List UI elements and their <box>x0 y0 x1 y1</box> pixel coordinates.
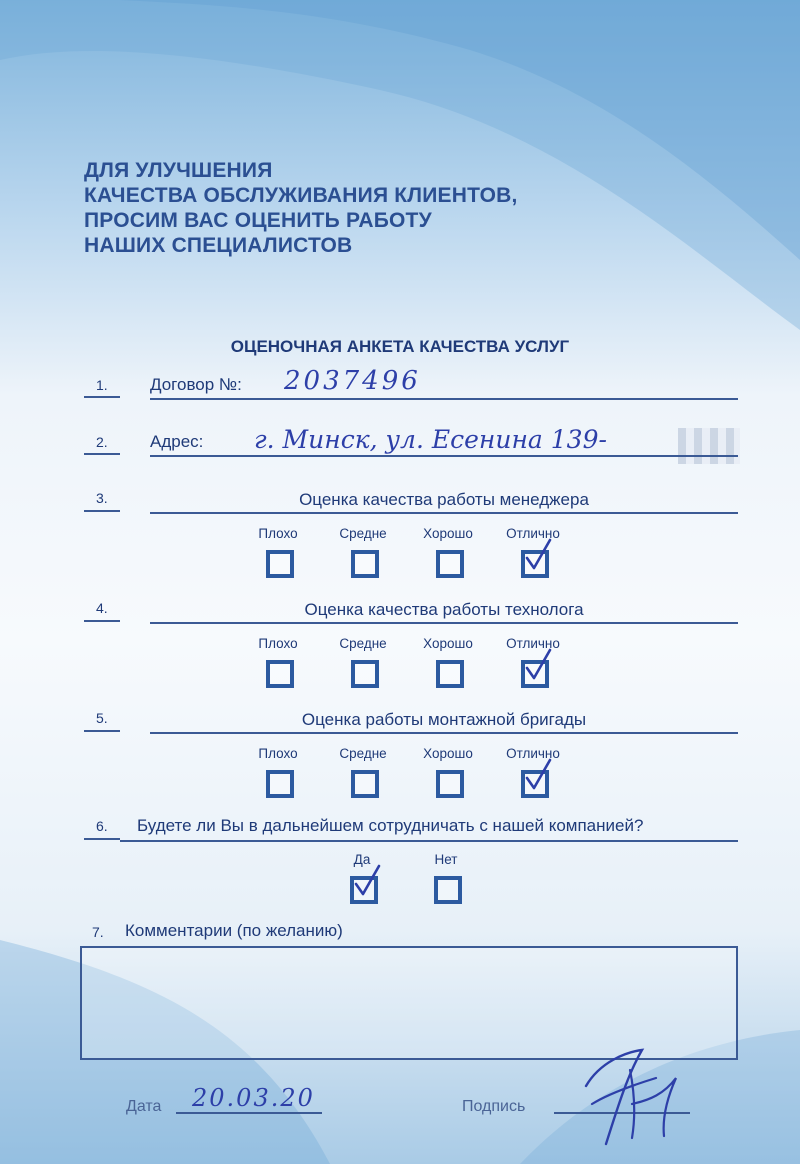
option-label: Плохо <box>258 746 298 761</box>
option-label: Отлично <box>506 746 560 761</box>
checkmark-icon <box>523 540 553 574</box>
address-value[interactable]: г. Минск, ул. Есенина 139- <box>254 425 607 454</box>
option-label: Хорошо <box>423 636 473 651</box>
question-line <box>150 622 738 624</box>
technologist-average-checkbox[interactable] <box>351 660 379 688</box>
date-field-line <box>176 1112 322 1114</box>
form-title: ОЦЕНОЧНАЯ АНКЕТА КАЧЕСТВА УСЛУГ <box>230 337 570 356</box>
comments-label: Комментарии (по желанию) <box>125 921 343 940</box>
number-underline <box>84 453 120 455</box>
signature-label: Подпись <box>462 1098 526 1115</box>
contract-label: Договор №: <box>150 375 242 394</box>
technologist-excellent-checkbox[interactable] <box>521 660 549 688</box>
header-line-1: ДЛЯ УЛУЧШЕНИЯ <box>84 159 273 182</box>
option-label: Хорошо <box>423 526 473 541</box>
question-line <box>120 840 738 842</box>
question-number: 3. <box>96 490 108 506</box>
question-title-technologist: Оценка качества работы технолога <box>304 600 584 619</box>
cooperation-no-checkbox[interactable] <box>434 876 462 904</box>
cooperation-yes-checkbox[interactable] <box>350 876 378 904</box>
option-label: Нет <box>434 852 458 867</box>
option-label: Средне <box>339 636 387 651</box>
checkmark-icon <box>523 650 553 684</box>
option-label: Отлично <box>506 526 560 541</box>
option-label: Плохо <box>258 636 298 651</box>
date-label: Дата <box>126 1098 162 1115</box>
date-value[interactable]: 20.03.20 <box>192 1084 315 1112</box>
question-number: 4. <box>96 600 108 616</box>
question-line <box>150 512 738 514</box>
address-label: Адрес: <box>150 432 204 451</box>
number-underline <box>84 838 120 840</box>
option-label: Плохо <box>258 526 298 541</box>
question-title-installers: Оценка работы монтажной бригады <box>301 710 587 729</box>
number-underline <box>84 510 120 512</box>
installers-poor-checkbox[interactable] <box>266 770 294 798</box>
question-title-manager: Оценка качества работы менеджера <box>299 490 589 509</box>
comments-number: 7. <box>92 924 104 940</box>
form-header <box>84 158 518 258</box>
option-label: Средне <box>339 526 387 541</box>
installers-excellent-checkbox[interactable] <box>521 770 549 798</box>
header-line-4: НАШИХ СПЕЦИАЛИСТОВ <box>84 234 353 257</box>
number-underline <box>84 396 120 398</box>
option-label: Да <box>353 852 371 867</box>
question-number: 5. <box>96 710 108 726</box>
question-line <box>150 732 738 734</box>
option-label: Средне <box>339 746 387 761</box>
installers-good-checkbox[interactable] <box>436 770 464 798</box>
redacted-blur <box>678 428 740 464</box>
handwritten-signature[interactable] <box>560 1044 700 1149</box>
checkmark-icon <box>352 866 382 900</box>
number-underline <box>84 620 120 622</box>
address-number: 2. <box>96 434 108 450</box>
installers-average-checkbox[interactable] <box>351 770 379 798</box>
contract-field-line <box>150 398 738 400</box>
manager-poor-checkbox[interactable] <box>266 550 294 578</box>
header-line-3: ПРОСИМ ВАС ОЦЕНИТЬ РАБОТУ <box>84 209 432 232</box>
technologist-poor-checkbox[interactable] <box>266 660 294 688</box>
header-line-2: КАЧЕСТВА ОБСЛУЖИВАНИЯ КЛИЕНТОВ, <box>84 184 518 207</box>
checkmark-icon <box>523 760 553 794</box>
contract-number: 1. <box>96 377 108 393</box>
number-underline <box>84 730 120 732</box>
question-number: 6. <box>96 818 108 834</box>
comments-textarea[interactable] <box>80 946 738 1060</box>
option-label: Отлично <box>506 636 560 651</box>
manager-excellent-checkbox[interactable] <box>521 550 549 578</box>
manager-good-checkbox[interactable] <box>436 550 464 578</box>
contract-value[interactable]: 2037496 <box>284 366 421 396</box>
manager-average-checkbox[interactable] <box>351 550 379 578</box>
option-label: Хорошо <box>423 746 473 761</box>
question-title-cooperation: Будете ли Вы в дальнейшем сотрудничать с нашей компанией? <box>137 816 644 835</box>
technologist-good-checkbox[interactable] <box>436 660 464 688</box>
address-field-line <box>150 455 738 457</box>
